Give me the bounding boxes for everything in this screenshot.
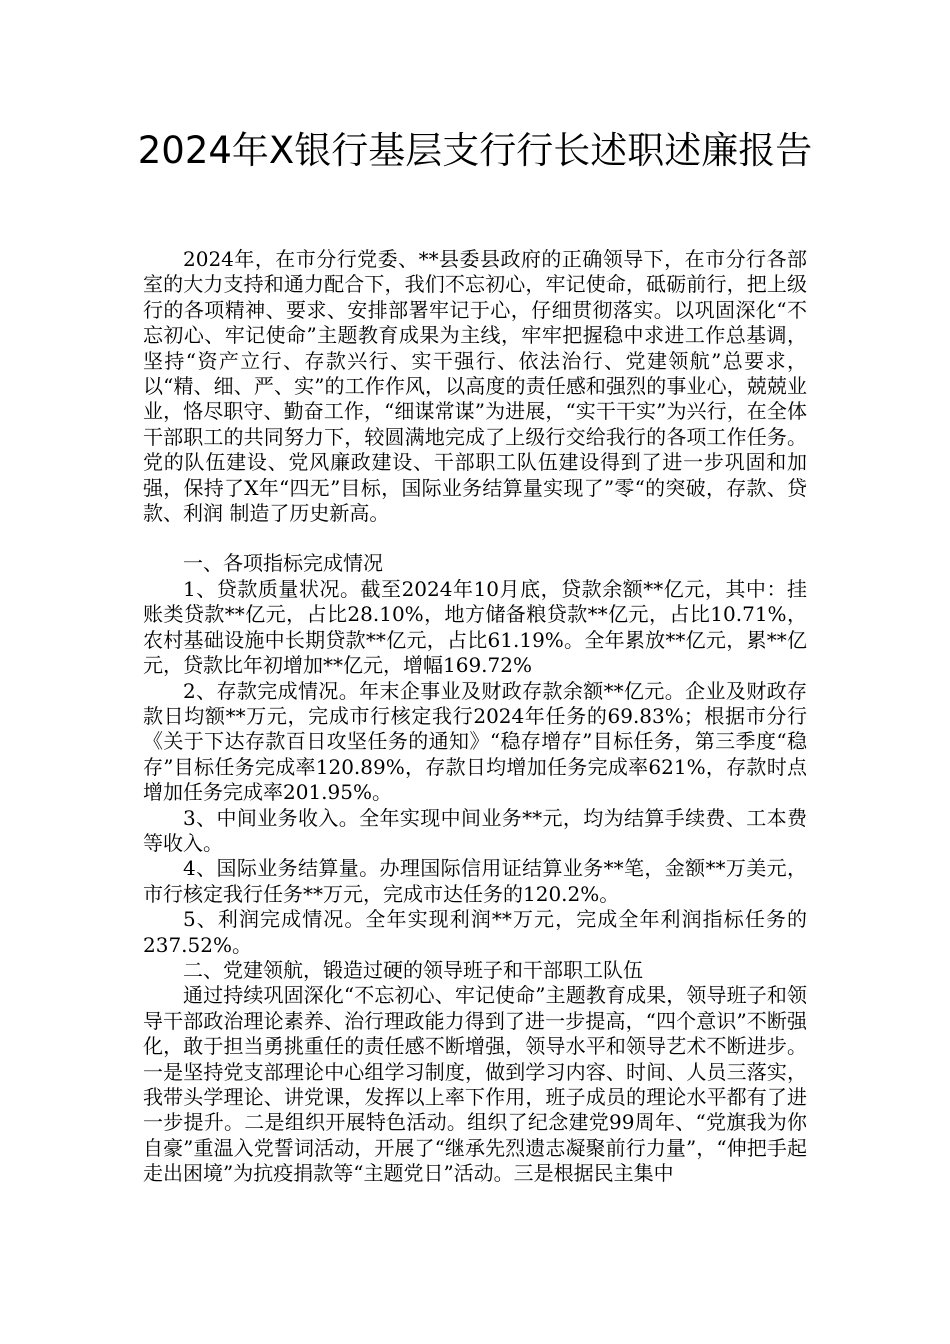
item-international-settlement: 4、国际业务结算量。办理国际信用证结算业务**笔，金额**万美元，市行核定我行任务**万元，完成市达任务的120.2%。 (143, 856, 807, 906)
party-building-paragraph: 通过持续巩固深化“不忘初心、牢记使命”主题教育成果，领导班子和领导干部政治理论素养、治行理政能力得到了进一步提高，“四个意识”不断强化，敢于担当勇挑重任的责任感不断增强，领导水平和领导艺术不断进步。一是坚持党支部理论中心组学习制度，做到学习内容、时间、人员三落实，我带头学理论、讲党课，发挥以上率下作用，班子成员的理论水平都有了进一步提升。二是组织开展特色活动。组织了纪念建党99周年、“党旗我为你自豪”重温入党誓词活动，开展了“继承先烈遗志凝聚前行力量”，“伸把手起走出困境”为抗疫捐款等“主题党日”活动。三是根据民主集中 (143, 983, 807, 1186)
item-intermediate-income: 3、中间业务收入。全年实现中间业务**元，均为结算手续费、工本费等收入。 (143, 805, 807, 855)
intro-paragraph: 2024年，在市分行党委、**县委县政府的正确领导下，在市分行各部室的大力支持和通力配合下，我们不忘初心，牢记使命，砥砺前行，把上级行的各项精神、要求、安排部署牢记于心，仔细贯彻落实。以巩固深化“不忘初心、牢记使命”主题教育成果为主线，牢牢把握稳中求进工作总基调，坚持“资产立行、存款兴行、实干强行、依法治行、党建领航”总要求，以“精、细、严、实”的工作作风，以高度的责任感和强烈的事业心，兢兢业业，恪尽职守、勤奋工作，“细谋常谋”为进展，“实干干实”为兴行，在全体干部职工的共同努力下，较圆满地完成了上级行交给我行的各项工作任务。党的队伍建设、党风廉政建设、干部职工队伍建设得到了进一步巩固和加强，保持了X年“四无”目标，国际业务结算量实现了”零“的突破，存款、贷款、利润 制造了历史新高。 (143, 247, 807, 526)
document-body (143, 247, 807, 1187)
item-profit: 5、利润完成情况。全年实现利润**万元，完成全年利润指标任务的237.52%。 (143, 907, 807, 957)
item-deposit: 2、存款完成情况。年末企事业及财政存款余额**亿元。企业及财政存款日均额**万元，完成市行核定我行2024年任务的69.83%；根据市分行《关于下达存款百日攻坚任务的通知》“稳存增存”目标任务，第三季度“稳存”目标任务完成率120.89%，存款日均增加任务完成率621%，存款时点增加任务完成率201.95%。 (143, 678, 807, 805)
section-heading-2: 二、党建领航，锻造过硬的领导班子和干部职工队伍 (183, 957, 643, 982)
document-title: 2024年X银行基层支行行长述职述廉报告 (137, 129, 813, 172)
section-heading-1: 一、各项指标完成情况 (183, 551, 383, 576)
item-loan-quality: 1、贷款质量状况。截至2024年10月底，贷款余额**亿元，其中：挂账类贷款**亿元，占比28.10%，地方储备粮贷款**亿元，占比10.71%，农村基础设施中长期贷款**亿元，占比61.19%。全年累放**亿元，累**亿元，贷款比年初增加**亿元，增幅169.72% (143, 576, 807, 678)
